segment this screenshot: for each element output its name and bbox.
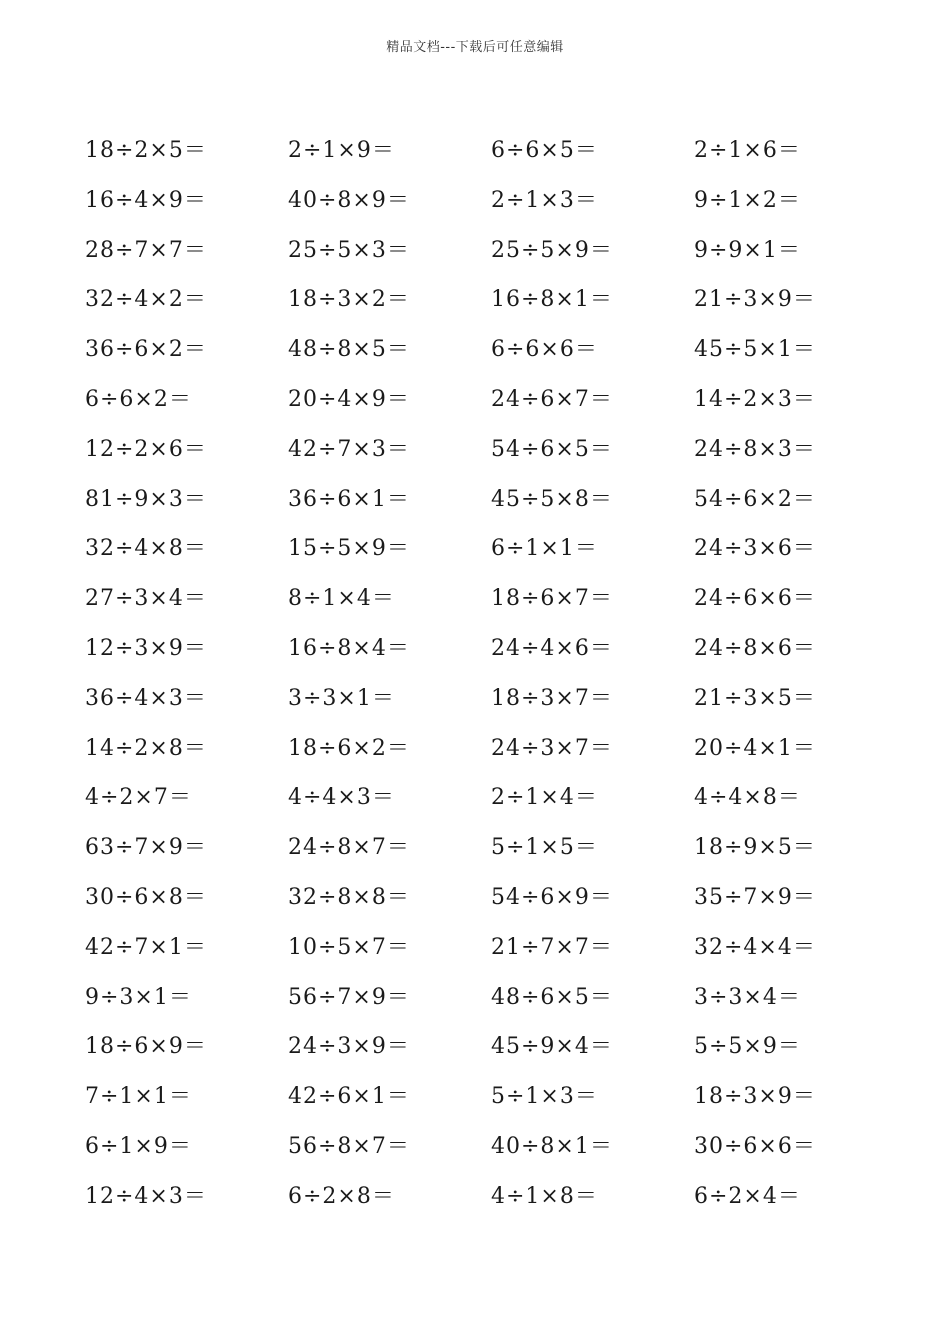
math-problem: 18÷6×9＝: [85, 1034, 207, 1060]
math-problem: 6÷6×6＝: [491, 337, 598, 363]
math-problem: 3÷3×1＝: [288, 685, 395, 711]
math-problem: 2÷1×9＝: [288, 138, 395, 163]
math-problem: 54÷6×5＝: [491, 436, 613, 462]
math-problem: 24÷3×9＝: [288, 1034, 410, 1060]
math-problem: 32÷8×8＝: [288, 884, 410, 910]
math-problem: 21÷3×5＝: [694, 685, 816, 711]
math-problem: 21÷7×7＝: [491, 934, 613, 960]
math-problem: 20÷4×1＝: [694, 735, 816, 761]
math-problem: 21÷3×9＝: [694, 287, 816, 313]
problem-grid: [85, 131, 897, 1227]
math-problem: 6÷2×8＝: [288, 1183, 395, 1209]
math-problem: 15÷5×9＝: [288, 536, 410, 562]
math-problem: 9÷1×2＝: [694, 187, 801, 213]
math-problem: 12÷3×9＝: [85, 635, 207, 661]
math-problem: 18÷3×9＝: [694, 1084, 816, 1110]
math-problem: 40÷8×9＝: [288, 187, 410, 213]
math-problem: 8÷1×4＝: [288, 586, 395, 612]
math-problem: 4÷2×7＝: [85, 785, 192, 811]
math-problem: 4÷4×3＝: [288, 785, 395, 811]
math-problem: 48÷6×5＝: [491, 984, 613, 1010]
math-problem: 4÷1×8＝: [491, 1183, 598, 1209]
math-problem: 24÷4×6＝: [491, 635, 613, 661]
math-problem: 3÷3×4＝: [694, 984, 801, 1010]
math-problem: 56÷8×7＝: [288, 1133, 410, 1159]
page-header: 精品文档---下载后可任意编辑: [386, 40, 564, 55]
math-problem: 81÷9×3＝: [85, 486, 207, 512]
math-problem: 2÷1×4＝: [491, 785, 598, 811]
math-problem: 24÷6×6＝: [694, 586, 816, 612]
math-problem: 14÷2×8＝: [85, 735, 207, 761]
math-problem: 16÷8×1＝: [491, 287, 613, 313]
math-problem: 18÷6×7＝: [491, 586, 613, 612]
math-problem: 24÷8×3＝: [694, 436, 816, 462]
math-problem: 5÷1×5＝: [491, 835, 598, 861]
math-problem: 48÷8×5＝: [288, 337, 410, 363]
math-problem: 12÷4×3＝: [85, 1183, 207, 1209]
math-problem: 45÷9×4＝: [491, 1034, 613, 1060]
math-problem: 6÷6×5＝: [491, 138, 598, 163]
math-problem: 18÷9×5＝: [694, 835, 816, 861]
math-problem: 32÷4×2＝: [85, 287, 207, 313]
math-problem: 9÷9×1＝: [694, 237, 801, 263]
math-problem: 6÷2×4＝: [694, 1183, 801, 1209]
math-problem: 54÷6×2＝: [694, 486, 816, 512]
math-problem: 35÷7×9＝: [694, 884, 816, 910]
math-problem: 32÷4×4＝: [694, 934, 816, 960]
math-problem: 42÷7×1＝: [85, 934, 207, 960]
math-problem: 10÷5×7＝: [288, 934, 410, 960]
math-problem: 40÷8×1＝: [491, 1133, 613, 1159]
math-problem: 7÷1×1＝: [85, 1084, 192, 1110]
math-problem: 16÷4×9＝: [85, 187, 207, 213]
math-problem: 25÷5×9＝: [491, 237, 613, 263]
math-problem: 24÷8×6＝: [694, 635, 816, 661]
math-problem: 36÷6×2＝: [85, 337, 207, 363]
math-problem: 30÷6×6＝: [694, 1133, 816, 1159]
math-problem: 12÷2×6＝: [85, 436, 207, 462]
math-problem: 45÷5×8＝: [491, 486, 613, 512]
math-problem: 42÷6×1＝: [288, 1084, 410, 1110]
math-problem: 28÷7×7＝: [85, 237, 207, 263]
math-problem: 63÷7×9＝: [85, 835, 207, 861]
math-problem: 36÷4×3＝: [85, 685, 207, 711]
math-problem: 24÷6×7＝: [491, 386, 613, 412]
math-problem: 18÷3×7＝: [491, 685, 613, 711]
math-problem: 18÷6×2＝: [288, 735, 410, 761]
math-problem: 18÷2×5＝: [85, 138, 207, 163]
math-problem: 24÷8×7＝: [288, 835, 410, 861]
math-problem: 16÷8×4＝: [288, 635, 410, 661]
math-problem: 45÷5×1＝: [694, 337, 816, 363]
math-problem: 4÷4×8＝: [694, 785, 801, 811]
math-problem: 5÷1×3＝: [491, 1084, 598, 1110]
math-problem: 24÷3×7＝: [491, 735, 613, 761]
math-problem: 42÷7×3＝: [288, 436, 410, 462]
math-problem: 5÷5×9＝: [694, 1034, 801, 1060]
math-problem: 9÷3×1＝: [85, 984, 192, 1010]
math-problem: 6÷1×1＝: [491, 536, 598, 562]
math-problem: 6÷6×2＝: [85, 386, 192, 412]
math-problem: 30÷6×8＝: [85, 884, 207, 910]
math-problem: 2÷1×6＝: [694, 138, 801, 163]
math-problem: 54÷6×9＝: [491, 884, 613, 910]
math-problem: 36÷6×1＝: [288, 486, 410, 512]
math-problem: 20÷4×9＝: [288, 386, 410, 412]
math-problem: 27÷3×4＝: [85, 586, 207, 612]
math-problem: 32÷4×8＝: [85, 536, 207, 562]
math-problem: 24÷3×6＝: [694, 536, 816, 562]
math-problem: 2÷1×3＝: [491, 187, 598, 213]
math-problem: 25÷5×3＝: [288, 237, 410, 263]
math-problem: 18÷3×2＝: [288, 287, 410, 313]
math-problem: 14÷2×3＝: [694, 386, 816, 412]
math-problem: 6÷1×9＝: [85, 1133, 192, 1159]
math-problem: 56÷7×9＝: [288, 984, 410, 1010]
